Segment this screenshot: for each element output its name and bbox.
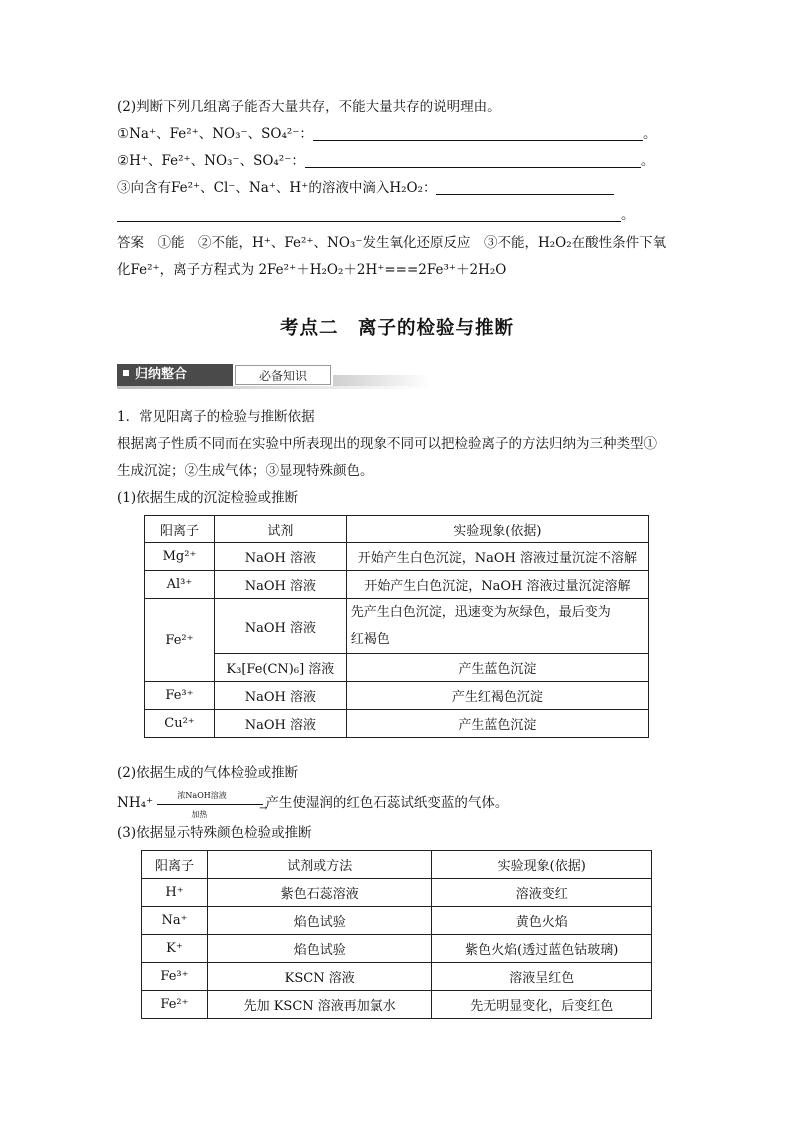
table-cell: 产生红褐色沉淀 — [346, 682, 648, 710]
q2-item-2-end: 。 — [640, 153, 655, 169]
q2-item-1-blank[interactable] — [313, 126, 643, 141]
table-row — [142, 935, 652, 963]
q2-item-2 — [117, 151, 654, 171]
table-cell: 开始产生白色沉淀，NaOH 溶液过量沉淀溶解 — [346, 571, 648, 599]
table-cell — [346, 599, 648, 654]
table-cell: Na⁺ — [142, 907, 208, 935]
part1-sub-2: (2)依据生成的气体检验或推断 — [117, 765, 299, 781]
section-banner — [117, 364, 431, 388]
table-cell: Fe³⁺ — [145, 682, 215, 710]
q2-item-3 — [117, 178, 614, 198]
table-cell: 开始产生白色沉淀，NaOH 溶液过量沉淀不溶解 — [346, 543, 648, 571]
table-row — [142, 907, 652, 935]
table-cell: Fe²⁺ — [142, 991, 208, 1019]
part1-heading: 1．常见阳离子的检验与推断依据 — [117, 409, 315, 425]
q2-item-2-label: ②H⁺、Fe²⁺、NO₃⁻、SO₄²⁻： — [117, 153, 305, 169]
table-cell: 溶液变红 — [432, 879, 652, 907]
q2-item-2-blank[interactable] — [305, 153, 641, 168]
reaction-arrow — [157, 790, 268, 819]
arrow-right-icon: → — [259, 802, 268, 814]
table-header: 试剂 — [214, 516, 346, 543]
table-cell: 黄色火焰 — [432, 907, 652, 935]
color-table — [141, 850, 652, 1019]
precipitate-table — [144, 515, 649, 738]
table-cell: 产生蓝色沉淀 — [346, 654, 648, 682]
q2-item-3-blank[interactable] — [436, 180, 614, 195]
banner-main-label: 归纳整合 — [135, 367, 188, 382]
table-cell: 焰色试验 — [207, 935, 432, 963]
table-cell: KSCN 溶液 — [207, 963, 432, 991]
table-cell: 焰色试验 — [207, 907, 432, 935]
table-row — [142, 963, 652, 991]
part1-intro-1: 根据离子性质不同而在实验中所表现出的现象不同可以把检验离子的方法归纳为三种类型① — [117, 436, 657, 452]
part1-sub-1: (1)依据生成的沉淀检验或推断 — [117, 490, 299, 506]
q2-item-1-end: 。 — [642, 126, 657, 142]
table-row — [142, 879, 652, 907]
q2-item-3-end: 。 — [621, 207, 635, 223]
table-row — [145, 654, 649, 682]
table-cell: Fe³⁺ — [142, 963, 208, 991]
q2-item-1-label: ①Na⁺、Fe²⁺、NO₃⁻、SO₄²⁻： — [117, 126, 313, 142]
table-header-row — [145, 516, 649, 543]
q2-item-3-cont — [117, 205, 635, 225]
table-cell: 产生蓝色沉淀 — [346, 710, 648, 738]
table-cell: 紫色石蕊溶液 — [207, 879, 432, 907]
gas-test-line — [117, 790, 509, 819]
banner-sub: 必备知识 — [235, 365, 331, 385]
answer-line-1: 答案 ①能 ②不能，H⁺、Fe²⁺、NO₃⁻发生氧化还原反应 ③不能，H₂O₂在酸性条件下氧 — [117, 235, 667, 251]
q2-item-1 — [117, 124, 656, 144]
q2-prompt: (2)判断下列几组离子能否大量共存，不能大量共存的说明理由。 — [117, 99, 501, 115]
table-cell: Cu²⁺ — [145, 710, 215, 738]
table-cell: NaOH 溶液 — [214, 710, 346, 738]
answer-line-2: 化Fe²⁺，离子方程式为 2Fe²⁺＋H₂O₂＋2H⁺===2Fe³⁺＋2H₂O — [117, 262, 507, 278]
arrow-condition-top: 浓NaOH溶液 — [177, 790, 227, 800]
table-cell: 紫色火焰(透过蓝色钴玻璃) — [432, 935, 652, 963]
table-cell: NaOH 溶液 — [214, 599, 346, 654]
arrow-condition-bottom: 加热 — [191, 809, 208, 819]
table-header: 实验现象(依据) — [346, 516, 648, 543]
table-row — [145, 599, 649, 654]
banner-underline — [117, 386, 431, 389]
arrow-shaft — [157, 804, 263, 805]
table-cell: 先加 KSCN 溶液再加氯水 — [207, 991, 432, 1019]
table-header: 试剂或方法 — [207, 851, 432, 879]
q2-item-3-blank-2[interactable] — [117, 207, 621, 222]
table-cell: K⁺ — [142, 935, 208, 963]
table-cell: NaOH 溶液 — [214, 543, 346, 571]
table-row — [145, 710, 649, 738]
part1-sub-3: (3)依据显示特殊颜色检验或推断 — [117, 825, 312, 841]
table-row — [145, 571, 649, 599]
table-cell: H⁺ — [142, 879, 208, 907]
gas-result: 产生使湿润的红色石蕊试纸变蓝的气体。 — [265, 795, 509, 811]
table-row — [145, 682, 649, 710]
banner-main — [117, 364, 233, 386]
table-cell: NaOH 溶液 — [214, 571, 346, 599]
q2-item-3-label: ③向含有Fe²⁺、Cl⁻、Na⁺、H⁺的溶液中滴入H₂O₂： — [117, 180, 437, 196]
table-header: 阳离子 — [142, 851, 208, 879]
table-cell: NaOH 溶液 — [214, 682, 346, 710]
gas-ion: NH₄⁺ — [117, 795, 154, 811]
cell-text-line1: 先产生白色沉淀，迅速变为灰绿色，最后变为 — [350, 605, 611, 620]
table-cell: Mg²⁺ — [145, 543, 215, 571]
table-header-row — [142, 851, 652, 879]
table-cell: Fe²⁺ — [145, 599, 215, 682]
table-cell: 先无明显变化，后变红色 — [432, 991, 652, 1019]
table-cell: K₃[Fe(CN)₆] 溶液 — [214, 654, 346, 682]
part1-intro-2: 生成沉淀；②生成气体；③显现特殊颜色。 — [117, 463, 374, 479]
square-bullet-icon — [123, 370, 129, 376]
table-cell: Al³⁺ — [145, 571, 215, 599]
table-cell: 溶液呈红色 — [432, 963, 652, 991]
table-header: 阳离子 — [145, 516, 215, 543]
table-row — [145, 543, 649, 571]
cell-text-line2: 红褐色 — [350, 632, 390, 647]
table-row — [142, 991, 652, 1019]
table-header: 实验现象(依据) — [432, 851, 652, 879]
section-title: 考点二 离子的检验与推断 — [279, 318, 514, 339]
